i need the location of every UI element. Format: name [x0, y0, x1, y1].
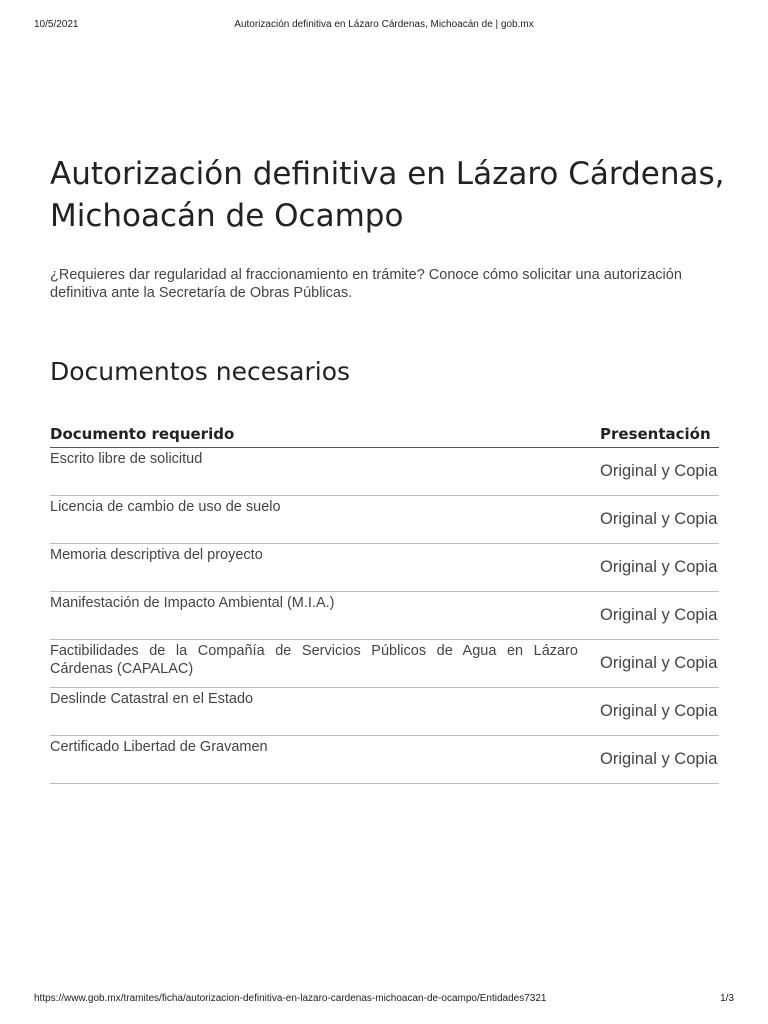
- document-name: Certificado Libertad de Gravamen: [50, 736, 600, 784]
- print-page-title: Autorización definitiva en Lázaro Cárdenas, Michoacán de | gob.mx: [234, 19, 534, 30]
- table-row: [50, 592, 719, 640]
- table-row: [50, 496, 719, 544]
- table-row: [50, 544, 719, 592]
- print-url: https://www.gob.mx/tramites/ficha/autorizacion-definitiva-en-lazaro-cardenas-michoacan-de-ocampo/Entidades7321: [34, 993, 547, 1004]
- presentation-value: Original y Copia: [600, 496, 719, 544]
- print-footer: [0, 993, 768, 1007]
- table-row: [50, 736, 719, 784]
- table-row: [50, 688, 719, 736]
- presentation-value: Original y Copia: [600, 592, 719, 640]
- page-counter: 1/3: [720, 993, 734, 1004]
- document-name: Manifestación de Impacto Ambiental (M.I.A.): [50, 592, 600, 640]
- print-header: [0, 19, 768, 33]
- section-title: Documentos necesarios: [50, 357, 351, 386]
- document-name: Licencia de cambio de uso de suelo: [50, 496, 600, 544]
- document-name: Escrito libre de solicitud: [50, 448, 600, 496]
- document-name: Deslinde Catastral en el Estado: [50, 688, 600, 736]
- intro-text: ¿Requieres dar regularidad al fraccionamiento en trámite? Conoce cómo solicitar una autorización definitiva ante la Secretaría de Obras Públicas.: [50, 267, 682, 301]
- table-header-row: [50, 423, 719, 448]
- document-name: Factibilidades de la Compañía de Servicios Públicos de Agua en Lázaro Cárdenas (CAPALAC): [50, 640, 600, 688]
- document-name: Memoria descriptiva del proyecto: [50, 544, 600, 592]
- column-header-document: Documento requerido: [50, 423, 600, 448]
- presentation-value: Original y Copia: [600, 544, 719, 592]
- page-title: Autorización definitiva en Lázaro Cárdenas, Michoacán de Ocampo: [50, 156, 725, 234]
- required-documents-table: [50, 423, 719, 784]
- presentation-value: Original y Copia: [600, 688, 719, 736]
- table-row: [50, 448, 719, 496]
- print-date: 10/5/2021: [34, 19, 79, 30]
- column-header-presentation: Presentación: [600, 423, 719, 448]
- presentation-value: Original y Copia: [600, 448, 719, 496]
- presentation-value: Original y Copia: [600, 736, 719, 784]
- table-row: [50, 640, 719, 688]
- presentation-value: Original y Copia: [600, 640, 719, 688]
